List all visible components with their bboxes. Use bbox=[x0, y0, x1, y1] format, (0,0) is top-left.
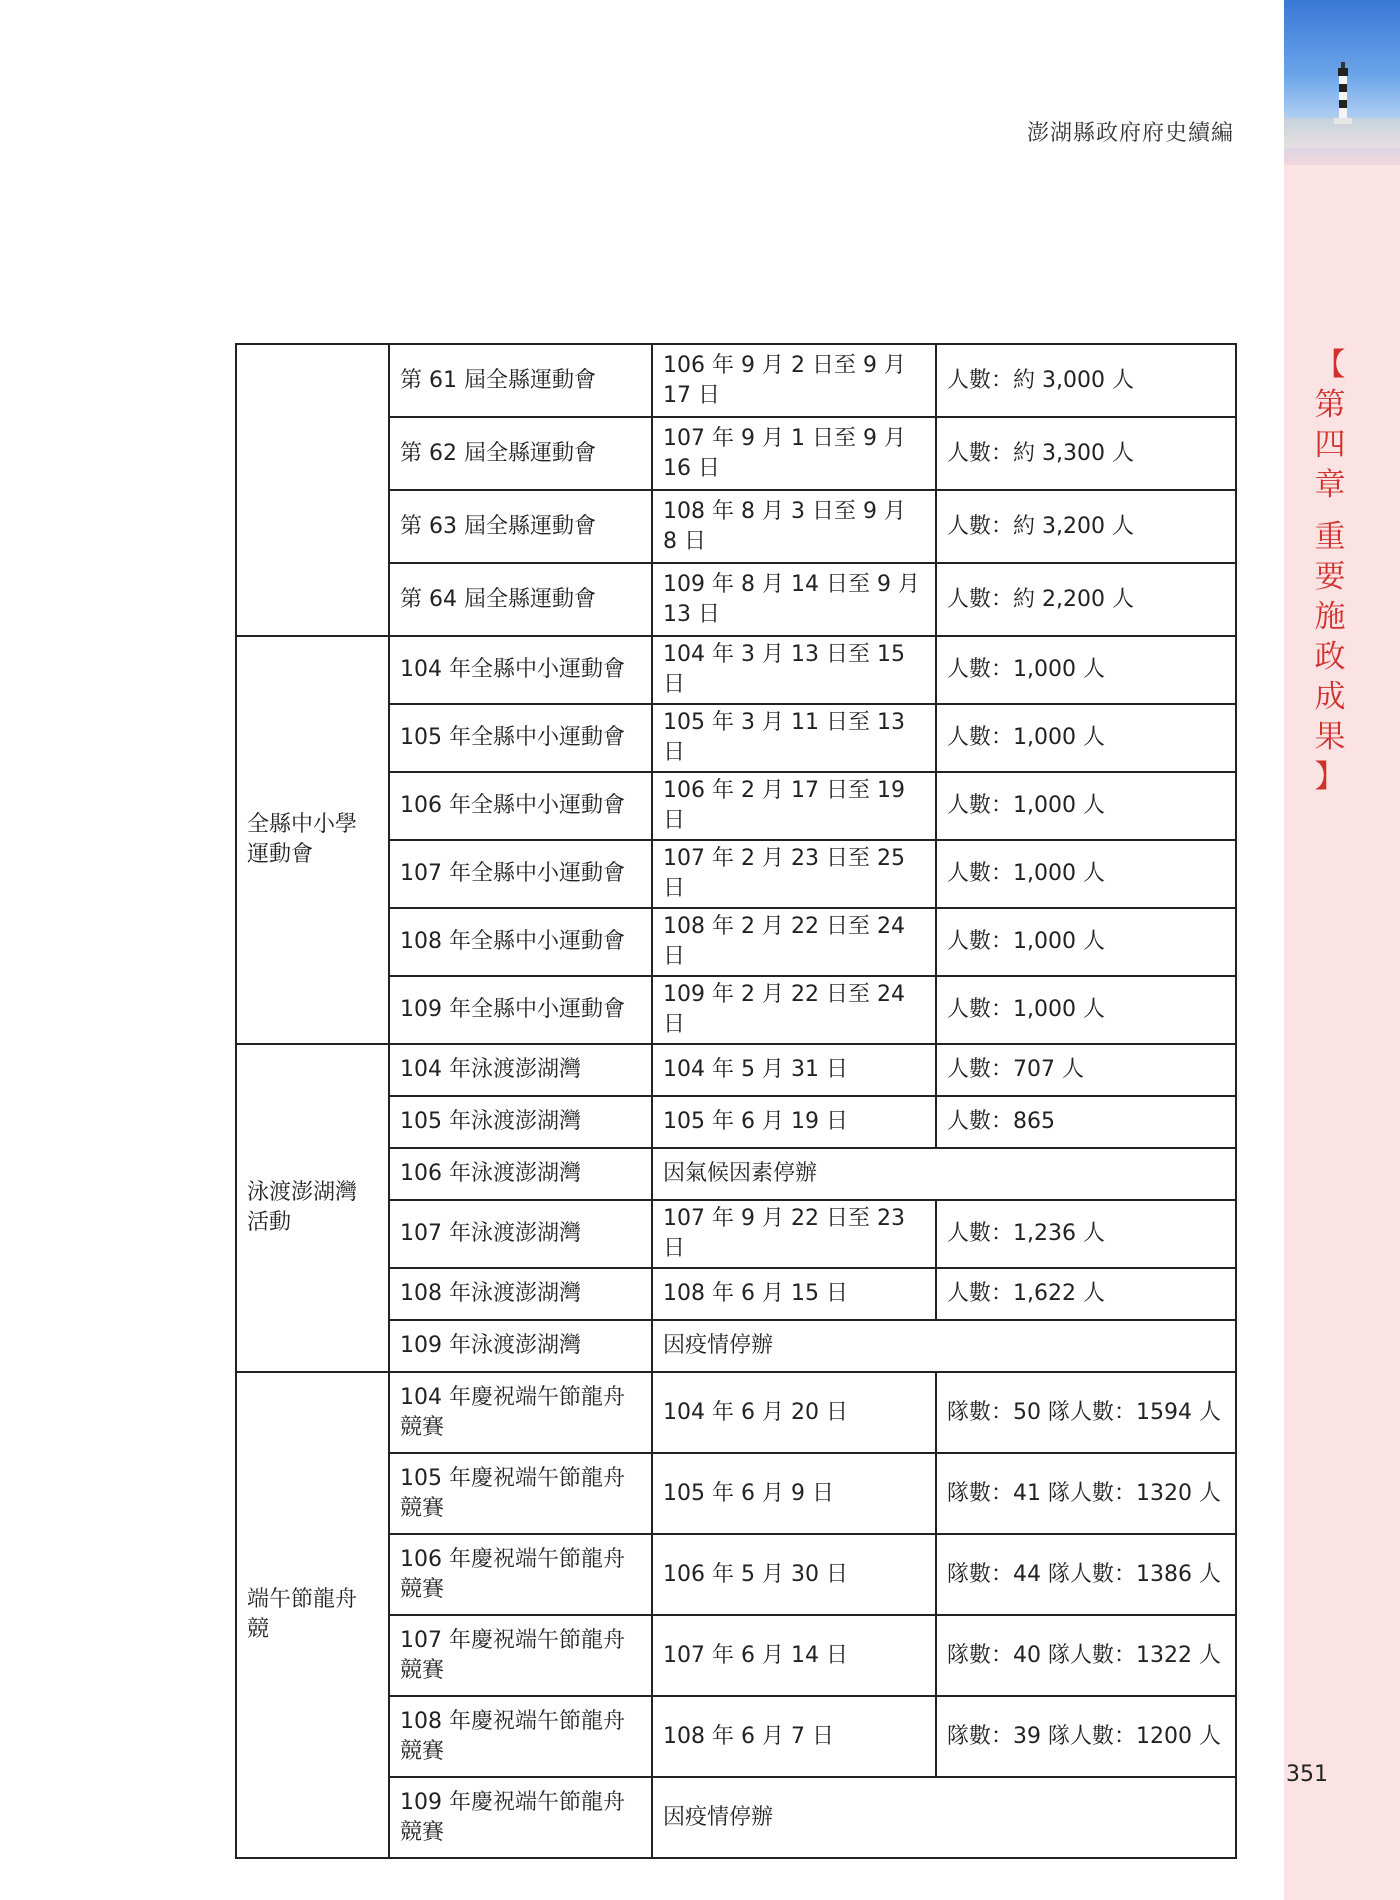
status-cell: 因疫情停辦 bbox=[652, 1777, 1236, 1858]
lighthouse-icon bbox=[1332, 62, 1354, 124]
result-cell: 人數：707 人 bbox=[936, 1044, 1236, 1096]
date-cell: 106 年 2 月 17 日至 19 日 bbox=[652, 772, 936, 840]
result-cell: 人數：1,000 人 bbox=[936, 908, 1236, 976]
result-cell: 人數：約 2,200 人 bbox=[936, 563, 1236, 636]
running-title: 澎湖縣政府府史續編 bbox=[1026, 121, 1234, 146]
event-cell: 108 年慶祝端午節龍舟競賽 bbox=[389, 1696, 652, 1777]
lighthouse-photo bbox=[1284, 0, 1400, 165]
date-cell: 105 年 6 月 19 日 bbox=[652, 1096, 936, 1148]
table-row bbox=[236, 1372, 1236, 1453]
chapter-char: 施 bbox=[1314, 599, 1346, 635]
date-cell: 108 年 6 月 15 日 bbox=[652, 1268, 936, 1320]
result-cell: 人數：1,000 人 bbox=[936, 636, 1236, 704]
event-cell: 105 年泳渡澎湖灣 bbox=[389, 1096, 652, 1148]
chapter-char bbox=[1305, 505, 1355, 517]
page-number: 351 bbox=[1286, 1762, 1328, 1787]
date-cell: 108 年 6 月 7 日 bbox=[652, 1696, 936, 1777]
event-cell: 106 年慶祝端午節龍舟競賽 bbox=[389, 1534, 652, 1615]
event-cell: 106 年泳渡澎湖灣 bbox=[389, 1148, 652, 1200]
chapter-char: 成 bbox=[1314, 679, 1346, 715]
chapter-char: 第 bbox=[1314, 387, 1346, 423]
event-cell: 第 62 屆全縣運動會 bbox=[389, 417, 652, 490]
date-cell: 107 年 2 月 23 日至 25 日 bbox=[652, 840, 936, 908]
event-cell: 105 年全縣中小運動會 bbox=[389, 704, 652, 772]
event-cell: 108 年泳渡澎湖灣 bbox=[389, 1268, 652, 1320]
chapter-char: 四 bbox=[1314, 427, 1346, 463]
result-cell: 人數：1,000 人 bbox=[936, 772, 1236, 840]
result-cell: 人數：約 3,300 人 bbox=[936, 417, 1236, 490]
date-cell: 107 年 9 月 1 日至 9 月 16 日 bbox=[652, 417, 936, 490]
chapter-char: 重 bbox=[1314, 519, 1346, 555]
category-cell: 泳渡澎湖灣活動 bbox=[236, 1044, 389, 1372]
side-band bbox=[1284, 0, 1400, 1900]
date-cell: 104 年 6 月 20 日 bbox=[652, 1372, 936, 1453]
date-cell: 105 年 6 月 9 日 bbox=[652, 1453, 936, 1534]
events-table bbox=[235, 343, 1237, 1859]
result-cell: 人數：1,000 人 bbox=[936, 704, 1236, 772]
date-cell: 104 年 3 月 13 日至 15 日 bbox=[652, 636, 936, 704]
result-cell: 隊數：39 隊人數：1200 人 bbox=[936, 1696, 1236, 1777]
date-cell: 105 年 3 月 11 日至 13 日 bbox=[652, 704, 936, 772]
event-cell: 109 年全縣中小運動會 bbox=[389, 976, 652, 1044]
date-cell: 104 年 5 月 31 日 bbox=[652, 1044, 936, 1096]
date-cell: 108 年 2 月 22 日至 24 日 bbox=[652, 908, 936, 976]
table-row bbox=[236, 344, 1236, 417]
status-cell: 因氣候因素停辦 bbox=[652, 1148, 1236, 1200]
result-cell: 人數：865 bbox=[936, 1096, 1236, 1148]
result-cell: 人數：1,000 人 bbox=[936, 976, 1236, 1044]
result-cell: 隊數：50 隊人數：1594 人 bbox=[936, 1372, 1236, 1453]
result-cell: 人數：1,236 人 bbox=[936, 1200, 1236, 1268]
result-cell: 隊數：41 隊人數：1320 人 bbox=[936, 1453, 1236, 1534]
event-cell: 104 年全縣中小運動會 bbox=[389, 636, 652, 704]
date-cell: 109 年 2 月 22 日至 24 日 bbox=[652, 976, 936, 1044]
chapter-char: 要 bbox=[1314, 559, 1346, 595]
date-cell: 107 年 9 月 22 日至 23 日 bbox=[652, 1200, 936, 1268]
event-cell: 109 年泳渡澎湖灣 bbox=[389, 1320, 652, 1372]
event-cell: 107 年全縣中小運動會 bbox=[389, 840, 652, 908]
result-cell: 人數：1,000 人 bbox=[936, 840, 1236, 908]
event-cell: 108 年全縣中小運動會 bbox=[389, 908, 652, 976]
result-cell: 人數：約 3,000 人 bbox=[936, 344, 1236, 417]
table-row bbox=[236, 636, 1236, 704]
chapter-char: 章 bbox=[1314, 467, 1346, 503]
events-table-body bbox=[236, 344, 1236, 1858]
event-cell: 第 64 屆全縣運動會 bbox=[389, 563, 652, 636]
date-cell: 106 年 9 月 2 日至 9 月 17 日 bbox=[652, 344, 936, 417]
chapter-char: 果 bbox=[1314, 719, 1346, 755]
table-row bbox=[236, 1044, 1236, 1096]
result-cell: 隊數：44 隊人數：1386 人 bbox=[936, 1534, 1236, 1615]
chapter-tab bbox=[1305, 345, 1355, 797]
category-cell: 全縣中小學運動會 bbox=[236, 636, 389, 1044]
chapter-char: 【 bbox=[1314, 347, 1346, 383]
result-cell: 人數：約 3,200 人 bbox=[936, 490, 1236, 563]
event-cell: 106 年全縣中小運動會 bbox=[389, 772, 652, 840]
event-cell: 第 61 屆全縣運動會 bbox=[389, 344, 652, 417]
event-cell: 第 63 屆全縣運動會 bbox=[389, 490, 652, 563]
event-cell: 109 年慶祝端午節龍舟競賽 bbox=[389, 1777, 652, 1858]
chapter-char: 政 bbox=[1314, 639, 1346, 675]
category-cell bbox=[236, 344, 389, 636]
event-cell: 104 年泳渡澎湖灣 bbox=[389, 1044, 652, 1096]
date-cell: 106 年 5 月 30 日 bbox=[652, 1534, 936, 1615]
status-cell: 因疫情停辦 bbox=[652, 1320, 1236, 1372]
date-cell: 107 年 6 月 14 日 bbox=[652, 1615, 936, 1696]
result-cell: 隊數：40 隊人數：1322 人 bbox=[936, 1615, 1236, 1696]
category-cell: 端午節龍舟競 bbox=[236, 1372, 389, 1858]
chapter-char: 】 bbox=[1314, 759, 1346, 795]
event-cell: 107 年泳渡澎湖灣 bbox=[389, 1200, 652, 1268]
date-cell: 108 年 8 月 3 日至 9 月 8 日 bbox=[652, 490, 936, 563]
event-cell: 107 年慶祝端午節龍舟競賽 bbox=[389, 1615, 652, 1696]
result-cell: 人數：1,622 人 bbox=[936, 1268, 1236, 1320]
event-cell: 104 年慶祝端午節龍舟競賽 bbox=[389, 1372, 652, 1453]
event-cell: 105 年慶祝端午節龍舟競賽 bbox=[389, 1453, 652, 1534]
date-cell: 109 年 8 月 14 日至 9 月 13 日 bbox=[652, 563, 936, 636]
